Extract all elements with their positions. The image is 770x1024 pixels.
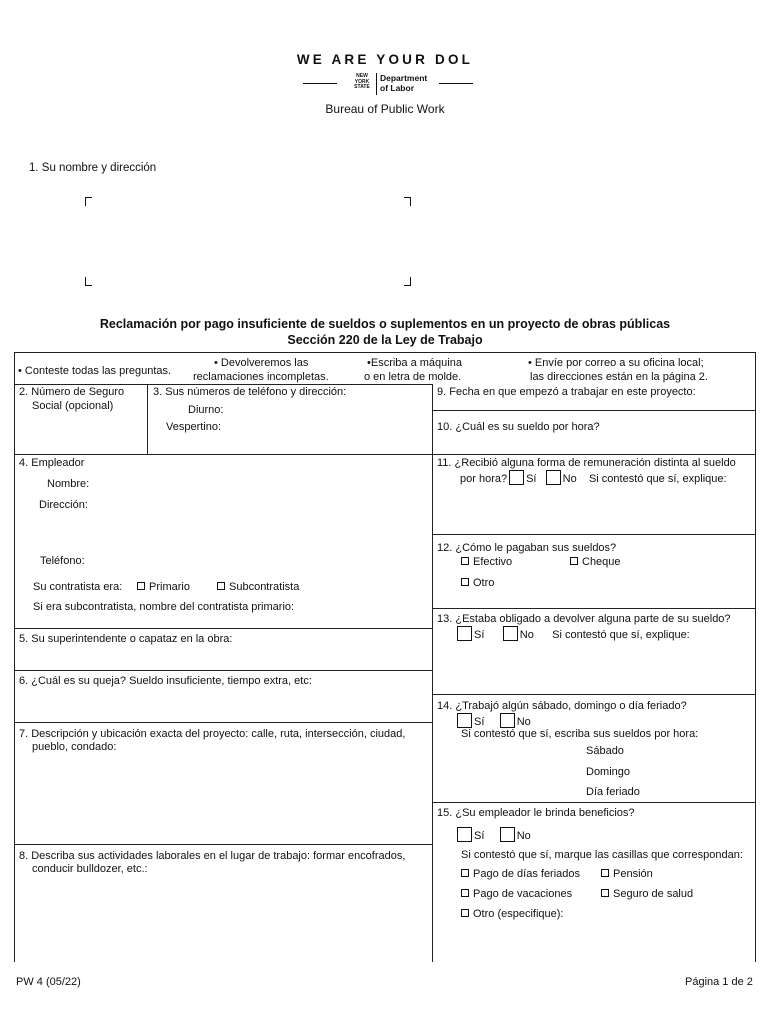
department-name: Department of Labor (380, 73, 428, 93)
q2-label-2: Social (opcional) (32, 400, 114, 412)
table-top-border (14, 352, 755, 353)
q2-label: 2. Número de Seguro (19, 386, 125, 398)
q14-feriado: Día feriado (586, 786, 640, 798)
table-right-border (755, 352, 756, 962)
checkbox-icon[interactable] (461, 869, 469, 877)
q4-nombre: Nombre: (47, 478, 90, 490)
row-line (14, 628, 432, 629)
instruction-answer-all: • Conteste todas las preguntas. (18, 365, 172, 377)
row-line (432, 694, 755, 695)
q14-si-checkbox[interactable] (457, 713, 472, 728)
column-divider (432, 384, 433, 962)
row-line (432, 802, 755, 803)
q15-marque: Si contestó que sí, marque las casillas que correspondan: (461, 849, 743, 861)
q5-label: 5. Su superintendente o capataz en la obra: (19, 633, 233, 645)
q10-label: 10. ¿Cuál es su sueldo por hora? (437, 421, 600, 433)
q13-label: 13. ¿Estaba obligado a devolver alguna parte de su sueldo? (437, 613, 731, 625)
bureau-name: Bureau of Public Work (325, 102, 445, 116)
q14-sabado: Sábado (586, 745, 624, 757)
q15-label: 15. ¿Su empleador le brinda beneficios? (437, 807, 635, 819)
row-line (432, 534, 755, 535)
row-line (432, 454, 755, 455)
instruction-return-incomplete: • Devolveremos las (214, 357, 309, 369)
checkbox-icon[interactable] (217, 582, 225, 590)
q11-no-checkbox[interactable] (546, 470, 561, 485)
q15-otro-option[interactable]: Otro (especifique): (461, 907, 563, 921)
page-number: Página 1 de 2 (685, 976, 753, 988)
q15-options: Sí No (457, 827, 531, 843)
row-line (14, 844, 432, 845)
q12-otro-option[interactable]: Otro (461, 576, 494, 590)
q12-label: 12. ¿Cómo le pagaban sus sueldos? (437, 542, 617, 554)
form-title: Reclamación por pago insuficiente de sueldos o suplementos en un proyecto de obras públicas Sección 220 de la Ley de Trabajo (99, 317, 671, 347)
q2-divider (147, 384, 148, 454)
q7-label: 7. Descripción y ubicación exacta del proyecto: calle, ruta, intersección, ciudad, (19, 728, 406, 740)
q14-label: 14. ¿Trabajó algún sábado, domingo o día feriado? (437, 700, 687, 712)
q14-domingo: Domingo (586, 766, 631, 778)
q4-primario-option[interactable]: Primario (137, 580, 190, 594)
address-corner-bl (85, 277, 92, 286)
row-line (14, 670, 432, 671)
q4-telefono: Teléfono: (40, 555, 85, 567)
instruction-typewrite-2: o en letra de molde. (364, 371, 462, 383)
checkbox-icon[interactable] (461, 578, 469, 586)
q4-label: 4. Empleador (19, 457, 85, 469)
q15-si-checkbox[interactable] (457, 827, 472, 842)
logo-rule-right (439, 83, 473, 84)
q12-efectivo-option[interactable]: Efectivo (461, 555, 512, 569)
instruction-typewrite: •Escriba a máquina (367, 357, 462, 369)
q3-label: 3. Sus números de teléfono y dirección: (153, 386, 347, 398)
q3-vespertino: Vespertino: (166, 421, 222, 433)
form-number: PW 4 (05/22) (16, 976, 81, 988)
q13-si-checkbox[interactable] (457, 626, 472, 641)
instruction-mail: • Envíe por correo a su oficina local; (528, 357, 704, 369)
q15-no-checkbox[interactable] (500, 827, 515, 842)
q13-no-checkbox[interactable] (503, 626, 518, 641)
q8-label: 8. Describa sus actividades laborales en el lugar de trabajo: formar encofrados, (19, 850, 406, 862)
q3-diurno: Diurno: (188, 404, 224, 416)
q6-label: 6. ¿Cuál es su queja? Sueldo insuficiente, tiempo extra, etc: (19, 675, 312, 687)
row-line (432, 410, 755, 411)
name-address-field[interactable] (90, 205, 400, 275)
checkbox-icon[interactable] (570, 557, 578, 565)
q4-direccion: Dirección: (39, 499, 88, 511)
checkbox-icon[interactable] (461, 557, 469, 565)
checkbox-icon[interactable] (461, 889, 469, 897)
q14-options: Sí No (457, 713, 531, 729)
q15-pension-option[interactable]: Pensión (601, 867, 653, 881)
q7-label-2: pueblo, condado: (32, 741, 117, 753)
q11-options: por hora? Sí No Si contestó que sí, explique: (460, 470, 727, 486)
logo-rule-left (303, 83, 337, 84)
q15-feriados-option[interactable]: Pago de días feriados (461, 867, 580, 881)
q11-si-checkbox[interactable] (509, 470, 524, 485)
ny-state-mark: NEW YORK STATE (354, 73, 370, 91)
q15-salud-option[interactable]: Seguro de salud (601, 887, 693, 901)
q11-label: 11. ¿Recibió alguna forma de remuneración distinta al sueldo (437, 457, 736, 469)
checkbox-icon[interactable] (601, 869, 609, 877)
brand-tagline: WE ARE YOUR DOL (296, 52, 474, 67)
q12-cheque-option[interactable]: Cheque (570, 555, 621, 569)
q14-no-checkbox[interactable] (500, 713, 515, 728)
q9-label: 9. Fecha en que empezó a trabajar en este proyecto: (437, 386, 696, 398)
checkbox-icon[interactable] (137, 582, 145, 590)
logo-divider (376, 73, 377, 95)
instruction-return-incomplete-2: reclamaciones incompletas. (193, 371, 329, 383)
address-corner-tr (404, 197, 411, 206)
row-line (14, 722, 432, 723)
q14-escriba: Si contestó que sí, escriba sus sueldos por hora: (461, 728, 699, 740)
q8-label-2: conducir bulldozer, etc.: (32, 863, 148, 875)
q4-subcontratista-option[interactable]: Subcontratista (217, 580, 299, 594)
nys-dol-logo (303, 73, 473, 97)
row-line (14, 454, 432, 455)
q4-contratista: Su contratista era: (33, 581, 123, 593)
instruction-mail-2: las direcciones están en la página 2. (530, 371, 708, 383)
q13-options: Sí No Si contestó que sí, explique: (457, 626, 690, 642)
checkbox-icon[interactable] (601, 889, 609, 897)
table-left-border (14, 352, 15, 962)
q4-sub-nombre: Si era subcontratista, nombre del contratista primario: (33, 601, 295, 613)
row-line (432, 608, 755, 609)
q15-vacaciones-option[interactable]: Pago de vacaciones (461, 887, 572, 901)
checkbox-icon[interactable] (461, 909, 469, 917)
address-corner-br (404, 277, 411, 286)
q1-label: 1. Su nombre y dirección (29, 162, 157, 174)
